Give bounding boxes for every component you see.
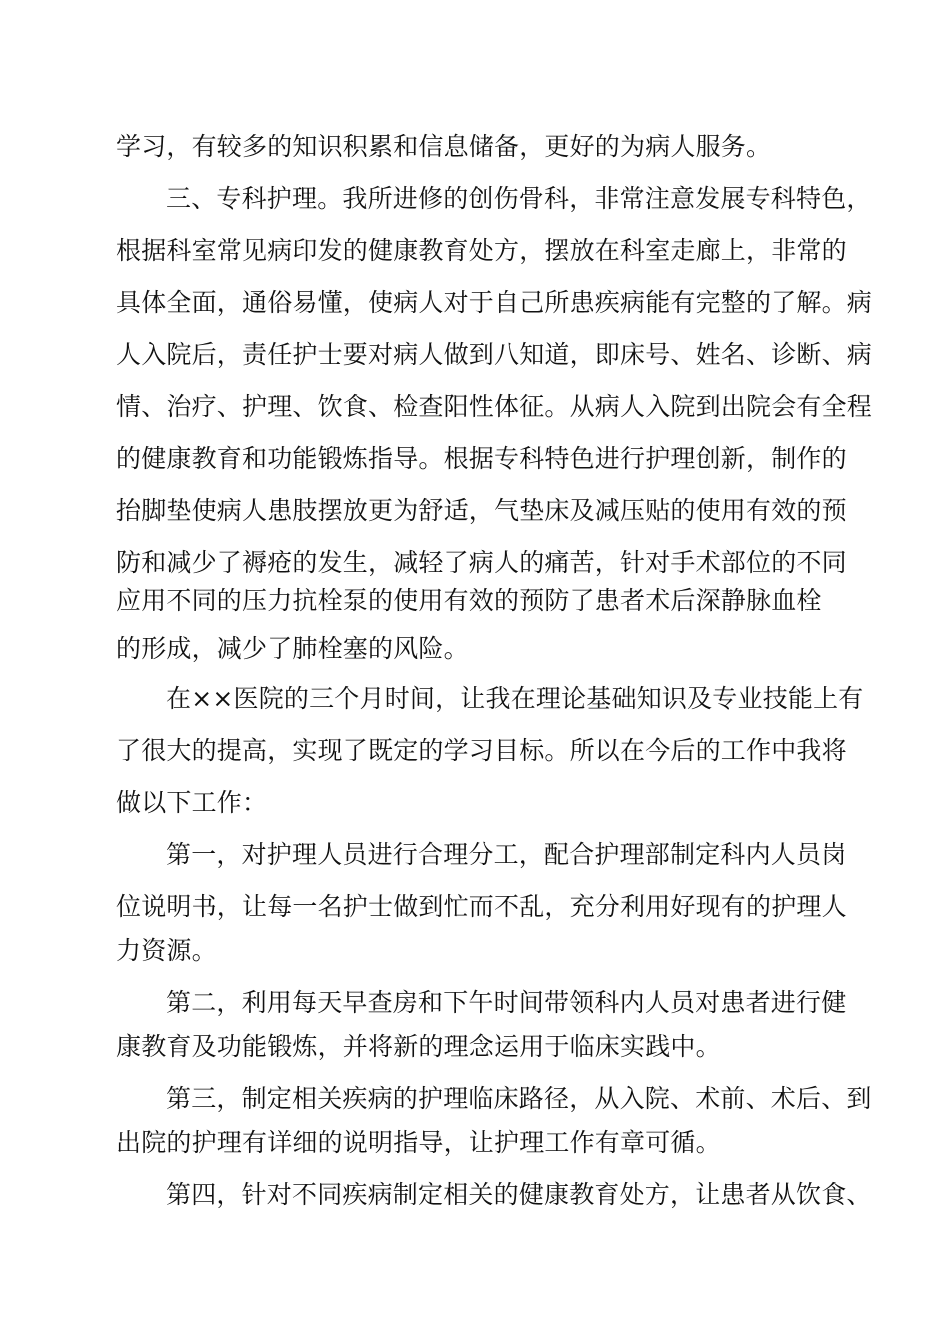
text-line: 具体全面，通俗易懂，使病人对于自己所患疾病能有完整的了解。病 bbox=[116, 288, 873, 317]
text-line: 力资源。 bbox=[116, 936, 217, 965]
text-line: 的形成，减少了肺栓塞的风险。 bbox=[116, 634, 469, 663]
text-line: 三、专科护理。我所进修的创伤骨科，非常注意发展专科特色， bbox=[166, 184, 872, 213]
text-line: 人入院后，责任护士要对病人做到八知道，即床号、姓名、诊断、病 bbox=[116, 340, 873, 369]
text-line: 第一，对护理人员进行合理分工，配合护理部制定科内人员岗 bbox=[166, 840, 847, 869]
text-line: 康教育及功能锻炼，并将新的理念运用于临床实践中。 bbox=[116, 1032, 721, 1061]
text-line: 抬脚垫使病人患肢摆放更为舒适，气垫床及减压贴的使用有效的预 bbox=[116, 496, 847, 525]
text-line: 第二，利用每天早查房和下午时间带领科内人员对患者进行健 bbox=[166, 988, 847, 1017]
text-line: 应用不同的压力抗栓泵的使用有效的预防了患者术后深静脉血栓 bbox=[116, 586, 822, 615]
text-line: 位说明书，让每一名护士做到忙而不乱，充分利用好现有的护理人 bbox=[116, 892, 847, 921]
text-line: 的健康教育和功能锻炼指导。根据专科特色进行护理创新，制作的 bbox=[116, 444, 847, 473]
text-line: 学习，有较多的知识积累和信息储备，更好的为病人服务。 bbox=[116, 132, 772, 161]
text-line: 做以下工作： bbox=[116, 788, 268, 817]
text-line: 根据科室常见病印发的健康教育处方，摆放在科室走廊上，非常的 bbox=[116, 236, 847, 265]
text-line: 在××医院的三个月时间，让我在理论基础知识及专业技能上有 bbox=[166, 684, 864, 713]
text-line: 了很大的提高，实现了既定的学习目标。所以在今后的工作中我将 bbox=[116, 736, 847, 765]
text-line: 防和减少了褥疮的发生，减轻了病人的痛苦，针对手术部位的不同 bbox=[116, 548, 847, 577]
text-line: 第三，制定相关疾病的护理临床路径，从入院、术前、术后、到 bbox=[166, 1084, 872, 1113]
text-line: 第四，针对不同疾病制定相关的健康教育处方，让患者从饮食、 bbox=[166, 1180, 872, 1209]
text-line: 情、治疗、护理、饮食、检查阳性体征。从病人入院到出院会有全程 bbox=[116, 392, 873, 421]
text-line: 出院的护理有详细的说明指导，让护理工作有章可循。 bbox=[116, 1128, 721, 1157]
